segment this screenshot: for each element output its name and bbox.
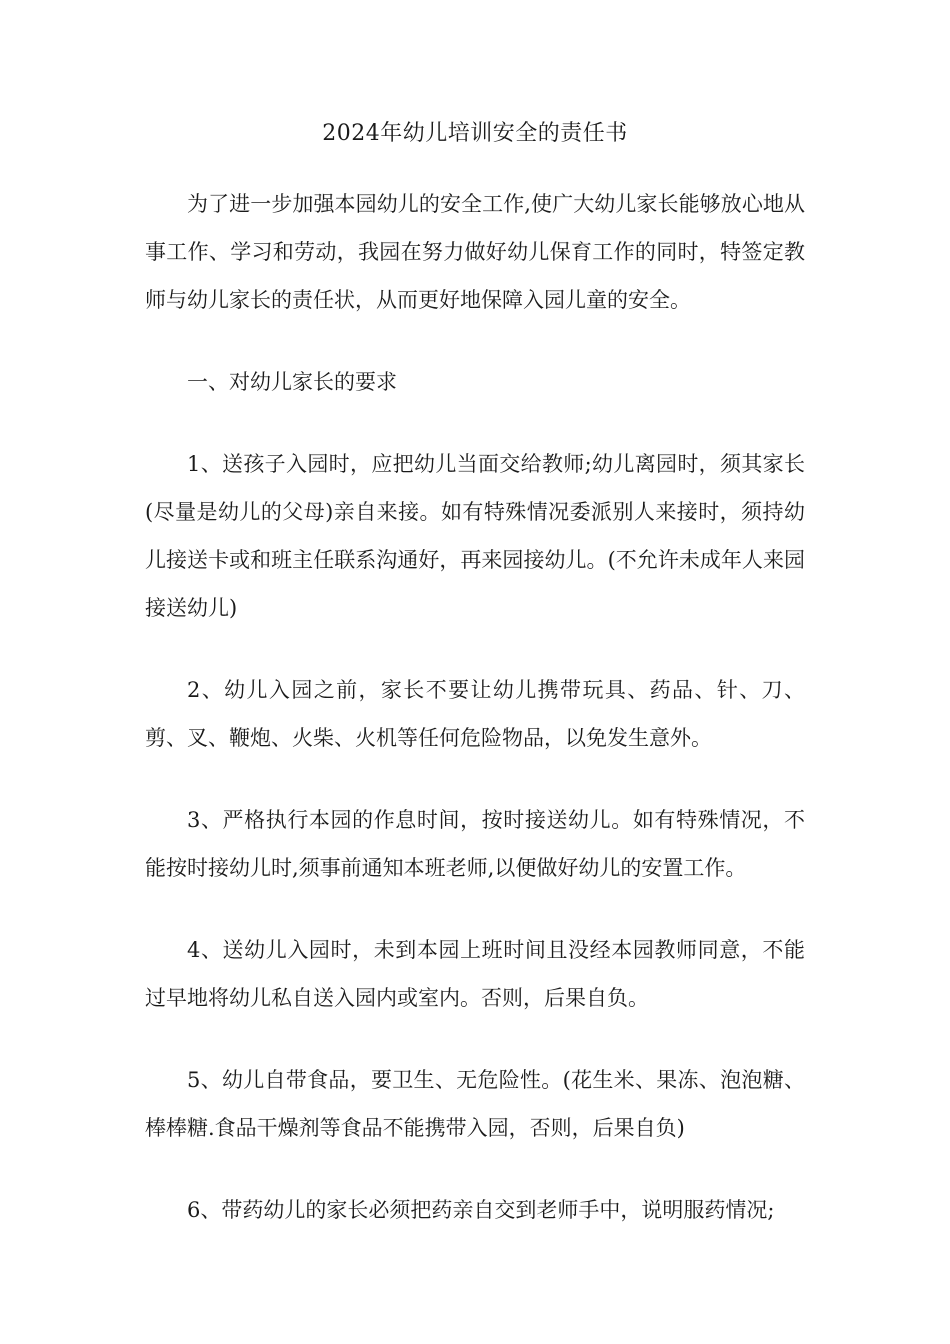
- paragraph-intro: 为了进一步加强本园幼儿的安全工作,使广大幼儿家长能够放心地从事工作、学习和劳动，我园在努力做好幼儿保育工作的同时，特签定教师与幼儿家长的责任状，从而更好地保障入园儿童的安全。: [145, 192, 805, 312]
- list-item: 4、送幼儿入园时，未到本园上班时间且没经本园教师同意，不能过早地将幼儿私自送入园内或室内。否则，后果自负。: [145, 938, 805, 1010]
- document-page: [145, 110, 805, 1268]
- list-item: 1、送孩子入园时，应把幼儿当面交给教师;幼儿离园时，须其家长(尽量是幼儿的父母)亲自来接。如有特殊情况委派别人来接时，须持幼儿接送卡或和班主任联系沟通好，再来园接幼儿。(不允许未成年人来园接送幼儿): [145, 452, 805, 620]
- list-item: 5、幼儿自带食品，要卫生、无危险性。(花生米、果冻、泡泡糖、棒棒糖.食品干燥剂等食品不能携带入园，否则，后果自负): [145, 1068, 805, 1140]
- list-item: 2、幼儿入园之前，家长不要让幼儿携带玩具、药品、针、刀、剪、叉、鞭炮、火柴、火机等任何危险物品，以免发生意外。: [145, 678, 805, 750]
- list-item: 6、带药幼儿的家长必须把药亲自交到老师手中，说明服药情况;: [187, 1198, 775, 1222]
- list-item: 3、严格执行本园的作息时间，按时接送幼儿。如有特殊情况，不能按时接幼儿时,须事前通知本班老师,以便做好幼儿的安置工作。: [145, 808, 805, 880]
- document-title: 2024年幼儿培训安全的责任书: [322, 121, 628, 146]
- section-heading-parent-requirements: 一、对幼儿家长的要求: [187, 370, 397, 394]
